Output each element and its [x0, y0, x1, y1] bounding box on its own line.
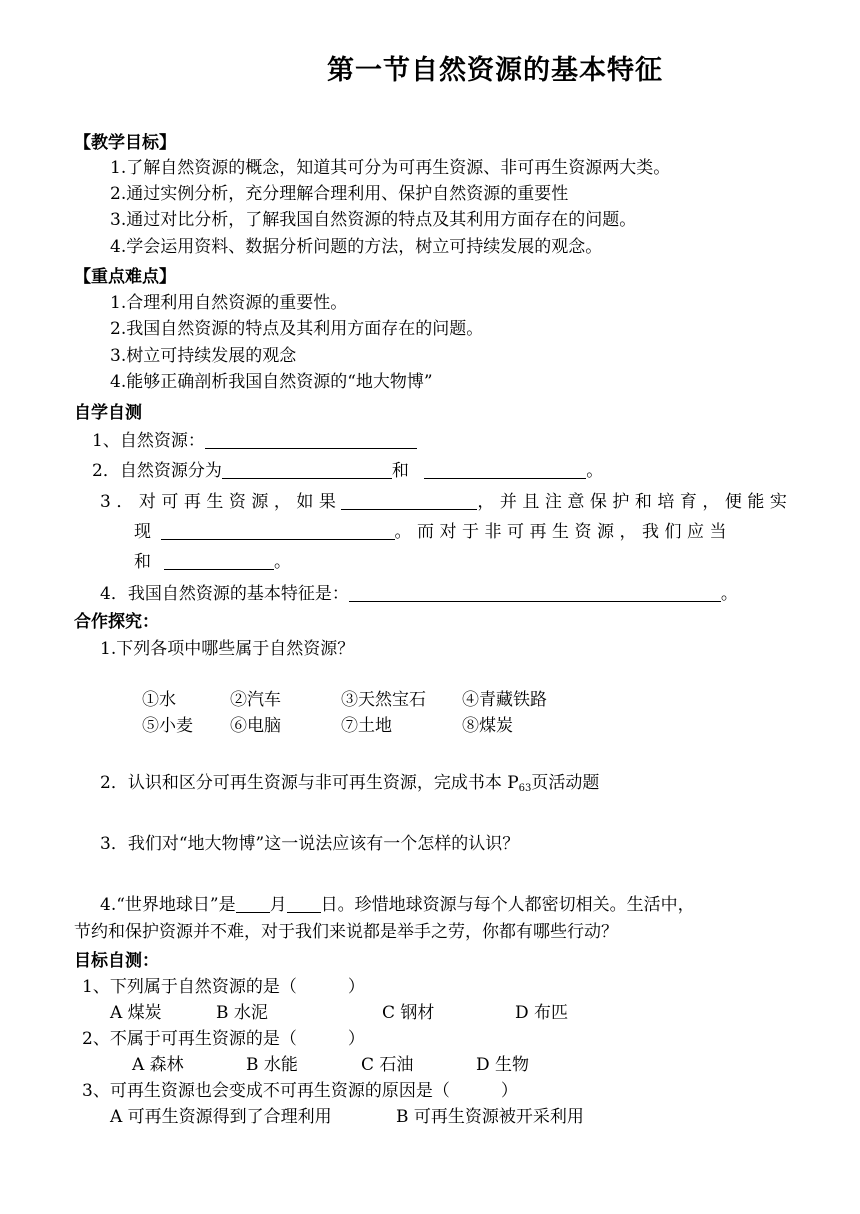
- answer-blank[interactable]: [205, 431, 417, 449]
- key-point-item: 3.树立可持续发展的观念: [110, 346, 297, 366]
- target-test-heading: 目标自测：: [74, 951, 159, 971]
- choice-option: D 生物: [476, 1055, 530, 1075]
- answer-blank[interactable]: [161, 522, 395, 540]
- choice-option: C 钢材: [382, 1003, 435, 1023]
- answer-blank[interactable]: [287, 895, 321, 913]
- cooperation-q2: [100, 768, 599, 794]
- cooperation-q4-line1: [100, 890, 695, 915]
- answer-blank[interactable]: [236, 895, 270, 913]
- question-text: 2．认识和区分可再生资源与非可再生资源，完成书本 P: [100, 773, 519, 793]
- option-item: ⑦土地: [341, 716, 392, 736]
- option-item: ②汽车: [230, 690, 281, 710]
- cooperation-heading: 合作探究：: [74, 612, 159, 632]
- question-text: 2．自然资源分为: [92, 461, 222, 481]
- self-study-q3-line3: [134, 547, 291, 572]
- choice-option: A 森林: [132, 1055, 184, 1075]
- page-title: 第一节自然资源的基本特征: [327, 55, 663, 86]
- self-study-q1: [92, 426, 417, 451]
- question-text: 和: [134, 552, 156, 572]
- answer-blank[interactable]: [349, 584, 721, 602]
- question-text: 4．我国自然资源的基本特征是：: [100, 584, 349, 604]
- option-item: ③天然宝石: [341, 690, 426, 710]
- question-text: 日。珍惜地球资源与每个人都密切相关。生活中，: [320, 895, 695, 915]
- question-text: 1、自然资源：: [92, 431, 205, 451]
- answer-blank[interactable]: [341, 492, 477, 510]
- question-text: 。: [586, 461, 604, 481]
- self-study-q2: [92, 456, 603, 481]
- question-text: 和: [391, 461, 409, 481]
- page-number-subscript: 63: [518, 783, 532, 794]
- cooperation-q4-line2: 节约和保护资源并不难，对于我们来说都是举手之劳，你都有哪些行动？: [74, 922, 618, 942]
- key-point-item: 2.我国自然资源的特点及其利用方面存在的问题。: [110, 319, 484, 339]
- objective-item: 2.通过实例分析，充分理解合理利用、保护自然资源的重要性: [110, 184, 569, 204]
- self-study-q4: [100, 579, 738, 604]
- choice-option: A 可再生资源得到了合理利用: [110, 1107, 332, 1127]
- target-test-q1: 1、下列属于自然资源的是（ ）: [82, 977, 365, 997]
- target-test-q3: 3、可再生资源也会变成不可再生资源的原因是（ ）: [82, 1081, 518, 1101]
- choice-option: B 水能: [246, 1055, 298, 1075]
- self-study-q3-line2: [134, 517, 732, 542]
- objective-item: 4.学会运用资料、数据分析问题的方法，树立可持续发展的观念。: [110, 237, 603, 257]
- question-text: 。: [720, 584, 738, 604]
- question-text: 现: [134, 522, 157, 542]
- question-text: 页活动题: [531, 773, 600, 793]
- cooperation-q1: 1.下列各项中哪些属于自然资源？: [100, 639, 355, 659]
- self-study-heading: 自学自测: [74, 403, 142, 423]
- question-text: 。而对于非可再生资源，我们应当: [394, 522, 732, 542]
- choice-option: A 煤炭: [110, 1003, 162, 1023]
- choice-option: B 可再生资源被开采利用: [396, 1107, 584, 1127]
- target-test-q2: 2、不属于可再生资源的是（ ）: [82, 1029, 365, 1049]
- option-item: ④青藏铁路: [462, 690, 547, 710]
- cooperation-q3: 3．我们对“地大物博”这一说法应该有一个怎样的认识？: [100, 834, 520, 854]
- key-point-item: 4.能够正确剖析我国自然资源的“地大物博”: [110, 372, 433, 392]
- objectives-heading: 【教学目标】: [74, 133, 176, 153]
- answer-blank[interactable]: [424, 461, 586, 479]
- option-item: ⑤小麦: [142, 716, 193, 736]
- question-text: 3．对可再生资源，如果: [100, 492, 342, 512]
- objective-item: 3.通过对比分析，了解我国自然资源的特点及其利用方面存在的问题。: [110, 210, 637, 230]
- question-text: 月: [269, 895, 287, 915]
- objective-item: 1.了解自然资源的概念，知道其可分为可再生资源、非可再生资源两大类。: [110, 158, 671, 178]
- self-study-q3-line1: [100, 487, 792, 512]
- answer-blank[interactable]: [222, 461, 392, 479]
- answer-blank[interactable]: [164, 552, 274, 570]
- choice-option: B 水泥: [216, 1003, 268, 1023]
- option-item: ①水: [142, 690, 176, 710]
- choice-option: D 布匹: [515, 1003, 569, 1023]
- question-text: 4.“世界地球日”是: [100, 895, 236, 915]
- option-item: ⑧煤炭: [462, 716, 513, 736]
- key-points-heading: 【重点难点】: [74, 267, 176, 287]
- question-text: 。: [274, 552, 291, 572]
- option-item: ⑥电脑: [230, 716, 281, 736]
- question-text: ，并且注意保护和培育，便能实: [477, 492, 793, 512]
- choice-option: C 石油: [361, 1055, 414, 1075]
- key-point-item: 1.合理利用自然资源的重要性。: [110, 293, 348, 313]
